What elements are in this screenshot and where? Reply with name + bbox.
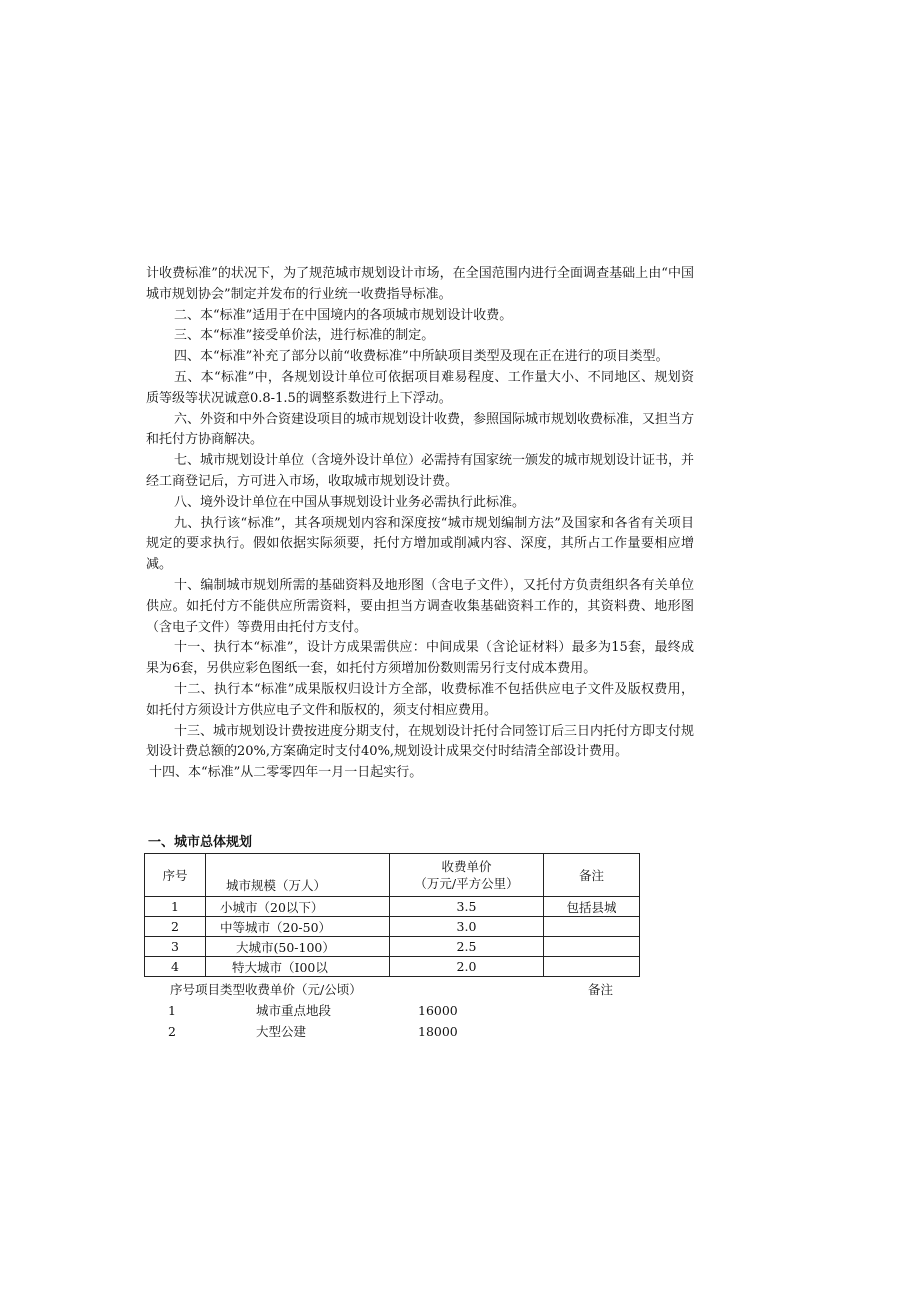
header-price (390, 854, 544, 897)
row-scale: 小城市（20以下） (206, 897, 390, 917)
city-plan-fee-table (144, 853, 640, 977)
table-header-row (145, 854, 640, 897)
table-row (145, 937, 640, 957)
row-seq: 1 (145, 897, 206, 917)
body-text (146, 264, 694, 784)
paragraph-item-4: 四、本“标准”补充了部分以前“收费标准”中所缺项目类型及现在正在进行的项目类型。 (174, 349, 669, 365)
header-price-line1: 收费单价 (441, 859, 492, 874)
paragraph-item-13: 十三、城市规划设计费按进度分期支付，在规划设计托付合同签订后三日内托付方即支付规划设计费总额的20%,方案确定时支付40%,规划设计成果交付时结清全部设计费用。 (146, 723, 695, 760)
paragraph-item-6: 六、外资和中外合资建设项目的城市规划设计收费，参照国际城市规划收费标准，又担当方和托付方协商解决。 (146, 411, 695, 448)
row-price: 2.5 (390, 937, 544, 957)
row-scale: 特大城市（I00以 (206, 957, 390, 977)
list-item-type: 大型公建 (256, 1024, 307, 1039)
paragraph-item-12: 十二、执行本“标准”成果版权归设计方全部，收费标准不包括供应电子文件及版权费用，如托付方须设计方供应电子文件和版权的，须支付相应费用。 (146, 681, 694, 718)
list-item-price: 16000 (418, 1003, 458, 1018)
paragraph-item-14: 十四、本“标准”从二零零四年一月一日起实行。 (149, 765, 423, 781)
paragraph-item-2: 二、本“标准”适用于在中国境内的各项城市规划设计收费。 (174, 307, 513, 323)
paragraph-item-7: 七、城市规划设计单位（含境外设计单位）必需持有国家统一颁发的城市规划设计证书，并经工商登记后，方可进入市场，收取城市规划设计费。 (146, 453, 695, 489)
row-seq: 3 (145, 937, 206, 957)
header-seq: 序号 (145, 854, 206, 897)
row-price: 3.0 (390, 917, 544, 937)
header-price-line2: （万元/平方公里） (414, 876, 519, 891)
list-header: 序号项目类型收费单价（元/公顷） (170, 982, 362, 997)
row-price: 3.5 (390, 897, 544, 917)
paragraph-item-3: 三、本“标准”接受单价法，进行标准的制定。 (174, 328, 435, 344)
list-item-type: 城市重点地段 (256, 1003, 332, 1018)
list-item-seq: 1 (168, 1003, 176, 1018)
row-note (544, 957, 640, 977)
row-note (544, 917, 640, 937)
table-row (145, 917, 640, 937)
list-note-header: 备注 (588, 982, 614, 997)
row-price: 2.0 (390, 957, 544, 977)
paragraph-item-11: 十一、执行本“标准”，设计方成果需供应：中间成果（含论证材料）最多为15套，最终成果为6套，另供应彩色图纸一套，如托付方须增加份数则需另行支付成本费用。 (146, 640, 694, 677)
list-item-seq: 2 (168, 1024, 176, 1039)
table-row (145, 957, 640, 977)
row-scale: 中等城市（20-50） (206, 917, 390, 937)
header-note: 备注 (544, 854, 640, 897)
list-item-price: 18000 (418, 1024, 458, 1039)
paragraph-item-9: 九、执行该“标准”，其各项规划内容和深度按“城市规划编制方法”及国家和各省有关项目规定的要求执行。假如依据实际须要，托付方增加或削减内容、深度，其所占工作量要相应增减。 (146, 515, 694, 573)
paragraph-item-5: 五、本“标准”中，各规划设计单位可依据项目难易程度、工作量大小、不同地区、规划资质等级等状况诚意0.8-1.5的调整系数进行上下浮动。 (146, 369, 694, 406)
row-scale: 大城市(50-100） (206, 937, 390, 957)
row-note: 包括县城 (544, 897, 640, 917)
row-seq: 2 (145, 917, 206, 937)
paragraph-item-10: 十、编制城市规划所需的基础资料及地形图（含电子文件），又托付方负责组织各有关单位供应。如托付方不能供应所需资料，要由担当方调查收集基础资料工作的，其资料费、地形图（含电子文件）等费用由托付方支付。 (146, 577, 694, 635)
paragraph-continued: 计收费标准”的状况下，为了规范城市规划设计市场，在全国范围内进行全面调查基础上由“中国城市规划协会”制定并发布的行业统一收费指导标准。 (146, 266, 694, 302)
table-row (145, 897, 640, 917)
section-heading: 一、城市总体规划 (148, 835, 253, 850)
row-seq: 4 (145, 957, 206, 977)
paragraph-item-8: 八、境外设计单位在中国从事规划设计业务必需执行此标准。 (174, 494, 526, 510)
row-note (544, 937, 640, 957)
header-scale: 城市规模（万人） (206, 854, 390, 897)
